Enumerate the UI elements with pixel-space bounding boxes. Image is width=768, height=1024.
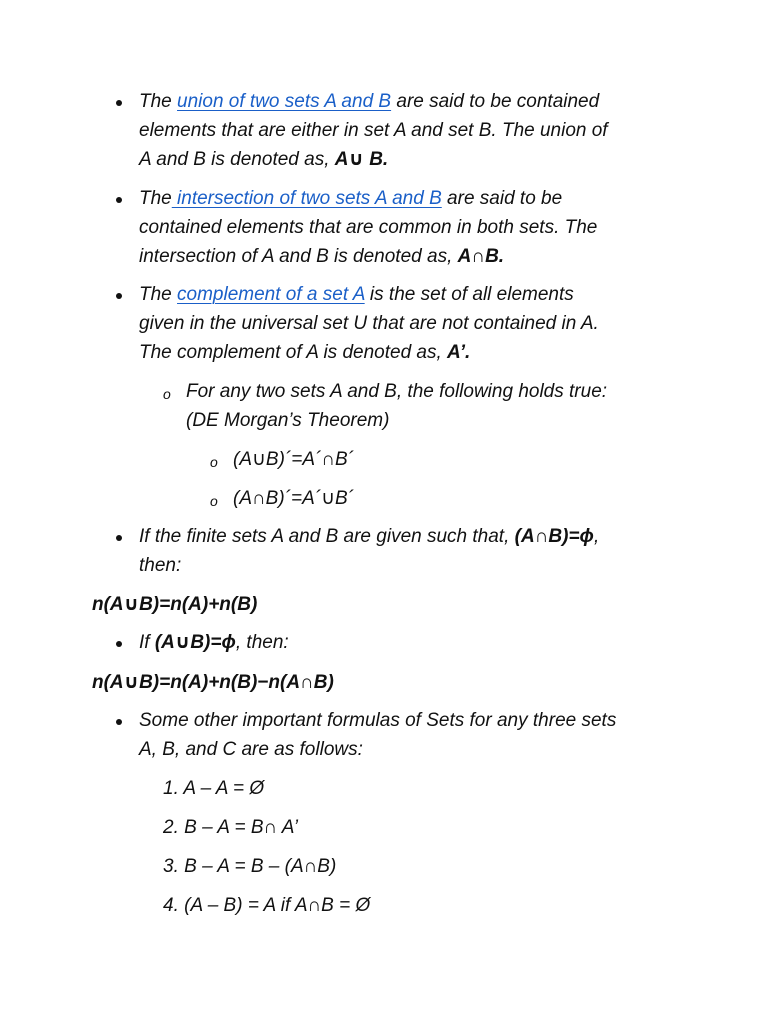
- text: , then:: [235, 632, 289, 653]
- text: A and B is denoted as,: [139, 149, 335, 170]
- empty-union: (A∪B)=ϕ: [154, 632, 236, 653]
- text: The: [139, 188, 172, 209]
- numbered-item-1: 1. A – A = Ø: [163, 778, 265, 799]
- sub-bullet-marker: o: [210, 493, 218, 509]
- text: A, B, and C are as follows:: [139, 739, 363, 760]
- bullet-dot: [116, 100, 122, 106]
- text: are said to be contained: [391, 91, 600, 112]
- bullet-if-union: [139, 628, 699, 657]
- text: Some other important formulas of Sets for any three sets: [139, 710, 617, 731]
- demorgan-law-1: (A∪B)´=A´∩B´: [233, 449, 354, 470]
- formula-union-disjoint: n(A∪B)=n(A)+n(B): [92, 594, 258, 615]
- bullet-finite: [139, 522, 699, 580]
- bullet-dot: [116, 719, 122, 725]
- link-union[interactable]: union of two sets A and B: [177, 91, 392, 112]
- demorgan-intro: [186, 377, 686, 435]
- link-complement[interactable]: complement of a set A: [177, 284, 365, 305]
- text: is the set of all elements: [364, 284, 574, 305]
- demorgan-law-2: (A∩B)´=A´∪B´: [233, 488, 354, 509]
- text: contained elements that are common in both sets. The: [139, 217, 598, 238]
- numbered-item-3: 3. B – A = B – (A∩B): [163, 856, 337, 877]
- text: elements that are either in set A and set B. The union of: [139, 120, 608, 141]
- numbered-item-4: 4. (A – B) = A if A∩B = Ø: [163, 895, 371, 916]
- text: For any two sets A and B, the following holds true:: [186, 381, 608, 402]
- sub-bullet-marker: o: [210, 454, 218, 470]
- bullet-dot: [116, 293, 122, 299]
- bullet-dot: [116, 641, 122, 647]
- empty-intersection: (A∩B)=ϕ: [514, 526, 594, 547]
- intersection-notation: A∩B.: [457, 246, 505, 267]
- text: The: [139, 91, 178, 112]
- sub-bullet-marker: o: [163, 386, 171, 402]
- formula-union-general: n(A∪B)=n(A)+n(B)−n(A∩B): [92, 672, 334, 693]
- text: If: [139, 632, 155, 653]
- text: are said to be: [441, 188, 563, 209]
- bullet-other-formulas: [139, 706, 699, 764]
- bullet-intersection: [139, 184, 699, 271]
- text: ,: [593, 526, 600, 547]
- text: then:: [139, 555, 182, 576]
- text: The complement of A is denoted as,: [139, 342, 448, 363]
- complement-notation: A’.: [447, 342, 471, 363]
- bullet-dot: [116, 197, 122, 203]
- link-intersection[interactable]: intersection of two sets A and B: [171, 188, 442, 209]
- text: given in the universal set U that are not contained in A.: [139, 313, 599, 334]
- bullet-dot: [116, 535, 122, 541]
- bullet-complement: [139, 280, 699, 367]
- numbered-item-2: 2. B – A = B∩ A’: [163, 817, 298, 838]
- text: If the finite sets A and B are given such that,: [139, 526, 515, 547]
- text: The: [139, 284, 178, 305]
- bullet-union: [139, 87, 699, 174]
- text: intersection of A and B is denoted as,: [139, 246, 458, 267]
- union-notation: A∪ B.: [334, 149, 389, 170]
- text: (DE Morgan’s Theorem): [186, 410, 390, 431]
